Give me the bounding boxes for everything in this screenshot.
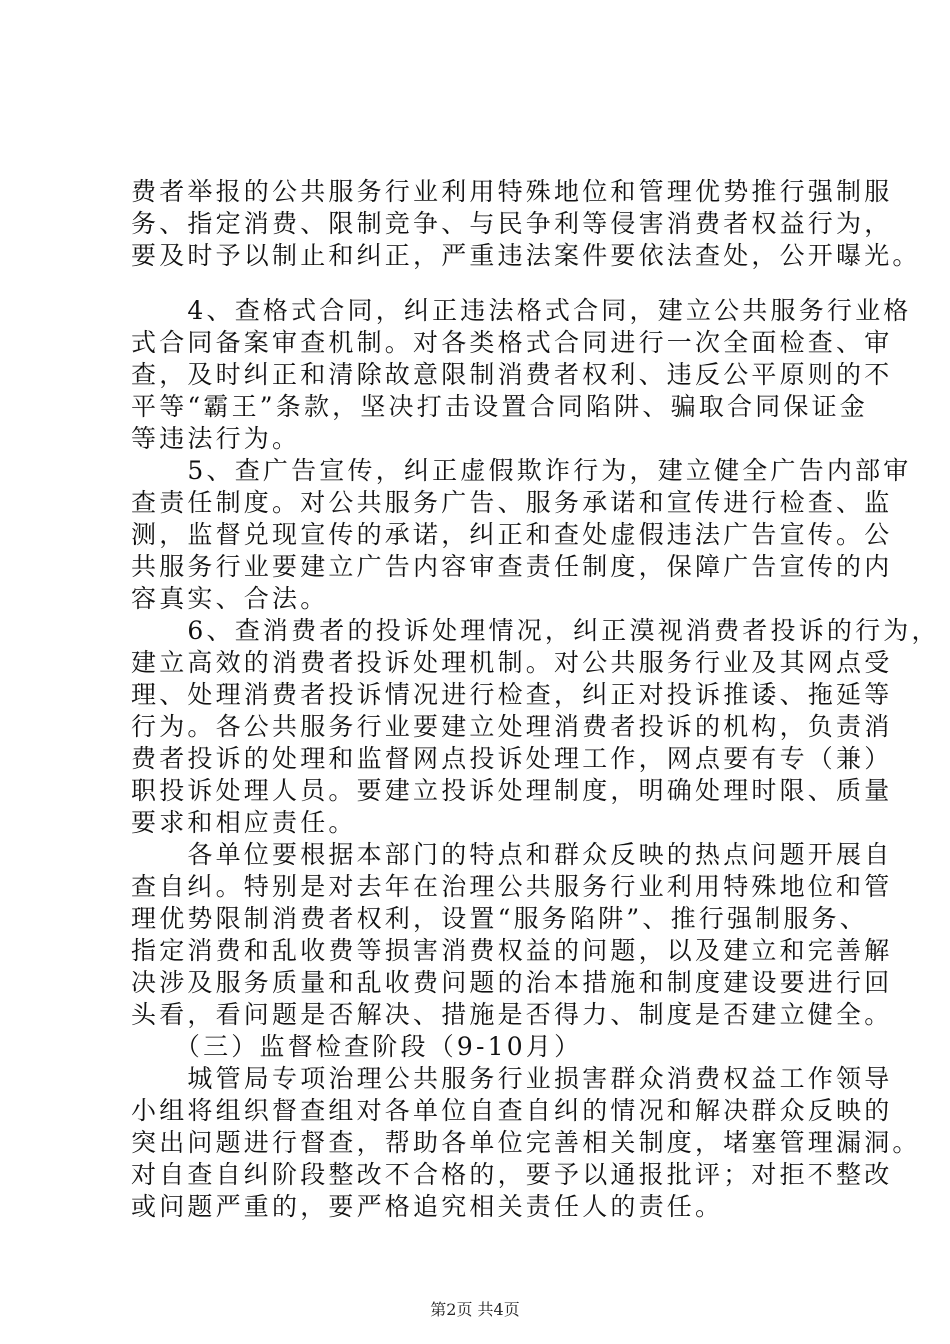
text-line: 决涉及服务质量和乱收费问题的治本措施和制度建设要进行回: [131, 968, 893, 997]
text-line: 理、处理消费者投诉情况进行检查，纠正对投诉推诿、拖延等: [131, 680, 893, 709]
text-line: 头看，看问题是否解决、措施是否得力、制度是否建立健全。: [131, 1000, 893, 1029]
text-line: 要及时予以制止和纠正，严重违法案件要依法查处，公开曝光。: [131, 241, 921, 270]
text-line: 查责任制度。对公共服务广告、服务承诺和宣传进行检查、监: [131, 488, 893, 517]
text-line: 6、查消费者的投诉处理情况，纠正漠视消费者投诉的行为，: [131, 616, 940, 645]
text-line: 小组将组织督查组对各单位自查自纠的情况和解决群众反映的: [131, 1096, 893, 1125]
text-line: 式合同备案审查机制。对各类格式合同进行一次全面检查、审: [131, 328, 893, 357]
text-line: 各单位要根据本部门的特点和群众反映的热点问题开展自: [131, 840, 893, 869]
text-line: 查自纠。特别是对去年在治理公共服务行业利用特殊地位和管: [131, 872, 893, 901]
text-line: 职投诉处理人员。要建立投诉处理制度，明确处理时限、质量: [131, 776, 893, 805]
text-line: 等违法行为。: [131, 424, 301, 453]
text-line: 容真实、合法。: [131, 584, 329, 613]
text-line: 共服务行业要建立广告内容审查责任制度，保障广告宣传的内: [131, 552, 893, 581]
text-line: 行为。各公共服务行业要建立处理消费者投诉的机构，负责消: [131, 712, 893, 741]
text-line: 务、指定消费、限制竞争、与民争利等侵害消费者权益行为，: [131, 209, 893, 238]
text-line: 对自查自纠阶段整改不合格的，要予以通报批评；对拒不整改: [131, 1160, 893, 1189]
page-footer: 第2页 共4页: [430, 1300, 520, 1319]
text-line: 费者举报的公共服务行业利用特殊地位和管理优势推行强制服: [131, 177, 893, 206]
text-line: 或问题严重的，要严格追究相关责任人的责任。: [131, 1192, 724, 1221]
text-line: 突出问题进行督查，帮助各单位完善相关制度，堵塞管理漏洞。: [131, 1128, 921, 1157]
text-line: 平等“霸王”条款，坚决打击设置合同陷阱、骗取合同保证金: [131, 392, 868, 421]
text-line: 城管局专项治理公共服务行业损害群众消费权益工作领导: [131, 1064, 893, 1093]
text-line: 5、查广告宣传，纠正虚假欺诈行为，建立健全广告内部审: [131, 456, 912, 485]
text-line: 4、查格式合同，纠正违法格式合同，建立公共服务行业格: [131, 296, 912, 325]
text-line: 理优势限制消费者权利，设置“服务陷阱”、推行强制服务、: [131, 904, 868, 933]
text-line: 建立高效的消费者投诉处理机制。对公共服务行业及其网点受: [131, 648, 893, 677]
text-line: 要求和相应责任。: [131, 808, 357, 837]
text-line: （三）监督检查阶段（9-10月）: [131, 1032, 583, 1061]
text-line: 指定消费和乱收费等损害消费权益的问题，以及建立和完善解: [131, 936, 893, 965]
text-line: 查，及时纠正和清除故意限制消费者权利、违反公平原则的不: [131, 360, 893, 389]
text-line: 费者投诉的处理和监督网点投诉处理工作，网点要有专（兼）: [131, 744, 893, 773]
text-line: 测，监督兑现宣传的承诺，纠正和查处虚假违法广告宣传。公: [131, 520, 893, 549]
